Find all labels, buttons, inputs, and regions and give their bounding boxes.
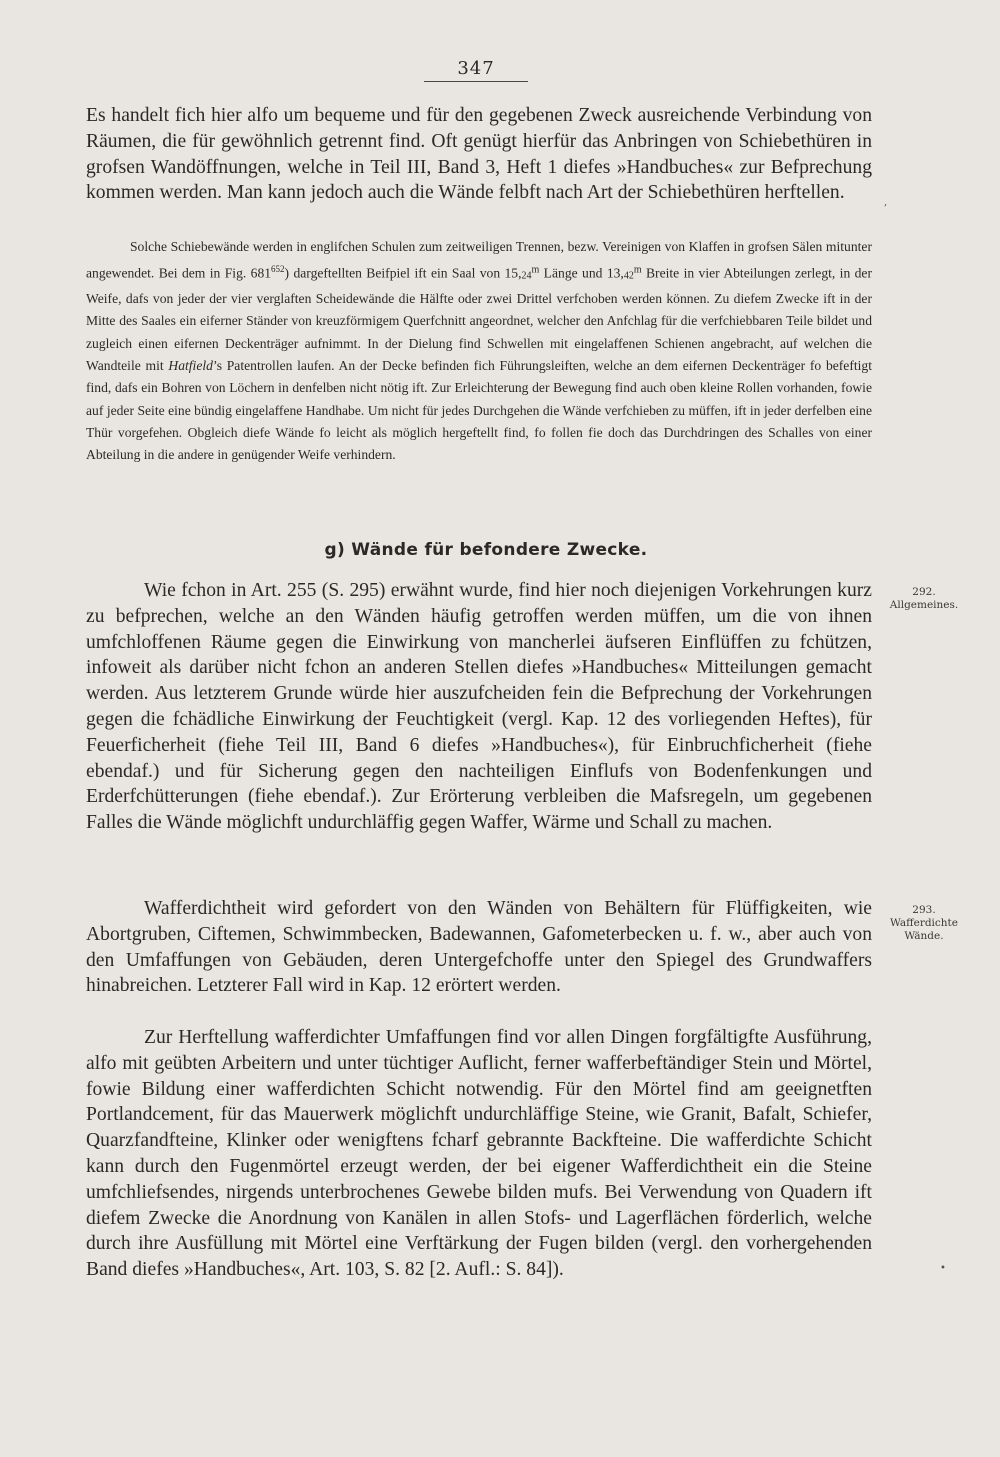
paragraph-intro: Es handelt fich hier alfo um bequeme und für den gegebenen Zweck ausreichende Verbindung von Räumen, die für gewöhnlich getrennt find. Oft genügt hierfür das Anbringen von Schiebethüren in grofsen Wandöffnungen, welche in Teil III, Band 3, Heft 1 diefes »Handbuches« zur Befprechung kommen werden. Man kann jedoch auch die Wände felbft nach Art der Schiebethüren herftellen.	[86, 105, 872, 204]
margin-speck: ,	[884, 197, 888, 208]
margin-note-292: 292. Allgemeines.	[889, 586, 959, 611]
section-heading: g) Wände für befondere Zwecke.	[324, 540, 648, 560]
small-print-paragraph: Solche Schiebewände werden in englifchen Schulen zum zeitweiligen Trennen, bezw. Vereinigen von Klaffen in grofsen Sälen mitunter angewendet. Bei dem in Fig. $681^{652}$) dargeftellten Beifpiel ift ein Saal von $15,_{24}^m$ Länge und $13,_{42}^m$ Breite in vier Abteilungen zerlegt, in der Weife, dafs von jeder der vier verglaften Scheidewände die Hälfte oder zwei Drittel verfchoben werden können. Zu diefem Zwecke ift in der Mitte des Saales ein eiferner Ständer von kreuzförmigem Querfchnitt angeordnet, welcher den Anfchlag für die verfchiebbaren Teile bildet und zugleich einen eifernen Deckenträger aufnimmt. In der Dielung find Schwellen mit eingelaffenen Schienen angebracht, auf welchen die Wandteile mit Hatfield’s Patentrollen laufen. An der Decke befinden fich Führungsleiften, welche an dem eifernen Deckenträger fo befeftigt find, dafs ein Bohren von Löchern in denfelben nicht nötig ift. Zur Erleichterung der Bewegung find auch oben kleine Rollen vorhanden, fowie auf jeder Seite eine bündig eingelaffene Handhabe. Um nicht für jedes Durchgehen die Wände verfchieben zu müffen, ift in jeder derfelben eine Thür vorgefehen. Obgleich diefe Wände fo leicht als möglich hergeftellt find, fo follen fie doch das Durchdringen des Schalles von einer Abteilung in die andere in genügender Weife verhindern.	[86, 239, 872, 463]
paragraph-sealing: Zur Herftellung wafferdichter Umfaffungen find vor allen Dingen forgfältigfte Ausführung, alfo mit geübten Arbeitern und unter tüchtiger Auflicht, ferner wafferbeftändiger Stein und Mörtel, fowie Bildung einer wafferdichten Schicht notwendig. Für den Mörtel find am geeignetften Portlandcement, für das Mauerwerk möglichft undurchläffige Steine, wie Granit, Bafalt, Schiefer, Quarzfandfteine, Klinker oder wenigftens fcharf gebrannte Backfteine. Die wafferdichte Schicht kann durch den Fugenmörtel erzeugt werden, der bei eigener Wafferdichtheit ein die Steine umfchliefsendes, nirgends unterbrochenes Gewebe bilden mufs. Bei Verwendung von Quadern ift diefem Zwecke die Anordnung von Kanälen in allen Stofs- und Lagerflächen förderlich, welche durch ihre Ausfüllung mit Mörtel eine Verftärkung der Fugen bilden (vergl. den vorhergehenden Band diefes »Handbuches«, Art. 103, S. 82 [2. Aufl.: S. 84]).	[86, 1027, 872, 1281]
paragraph-293: Wafferdichtheit wird gefordert von den Wänden von Behältern für Flüffigkeiten, wie Abortgruben, Ciftemen, Schwimmbecken, Badewannen, Gafometerbecken u. f. w., aber auch von den Umfaffungen von Gebäuden, deren Untergefchoffe unter den Spiegel des Grundwaffers hinabreichen. Letzterer Fall wird in Kap. 12 erörtert werden.	[86, 898, 872, 997]
page-number: 347	[424, 58, 528, 82]
person-name: Hatfield	[168, 358, 213, 374]
footnote-ref: 652	[271, 264, 285, 275]
paragraph-292: Wie fchon in Art. 255 (S. 295) erwähnt wurde, find hier noch diejenigen Vorkehrungen kurz zu befprechen, welche an den Wänden häufig getroffen werden müffen, um die von ihnen umfchloffenen Räume gegen die Einwirkung von mancherlei äufseren Einflüffen zu fchützen, infoweit als darüber nicht fchon an anderen Stellen diefes »Handbuches« Mitteilungen gemacht werden. Aus letzterem Grunde würde hier auszufcheiden fein die Befprechung der Vorkehrungen gegen die fchädliche Einwirkung der Feuchtigkeit (vergl. Kap. 12 des vorliegenden Heftes), für Feuerficherheit (fiehe Teil III, Band 6 diefes »Handbuches«), für Einbruchficherheit (fiehe ebendaf.) und für Sicherung gegen den nachteiligen Einflufs von Bodenfenkungen und Erderfchütterungen (fiehe ebendaf.). Zur Erörterung verbleiben die Mafsregeln, um gegebenen Falles die Wände möglichft undurchläffig gegen Waffer, Wärme und Schall zu machen.	[86, 580, 872, 834]
margin-note-293: 293. Wafferdichte Wände.	[890, 904, 958, 942]
margin-speck: •	[940, 1263, 946, 1274]
